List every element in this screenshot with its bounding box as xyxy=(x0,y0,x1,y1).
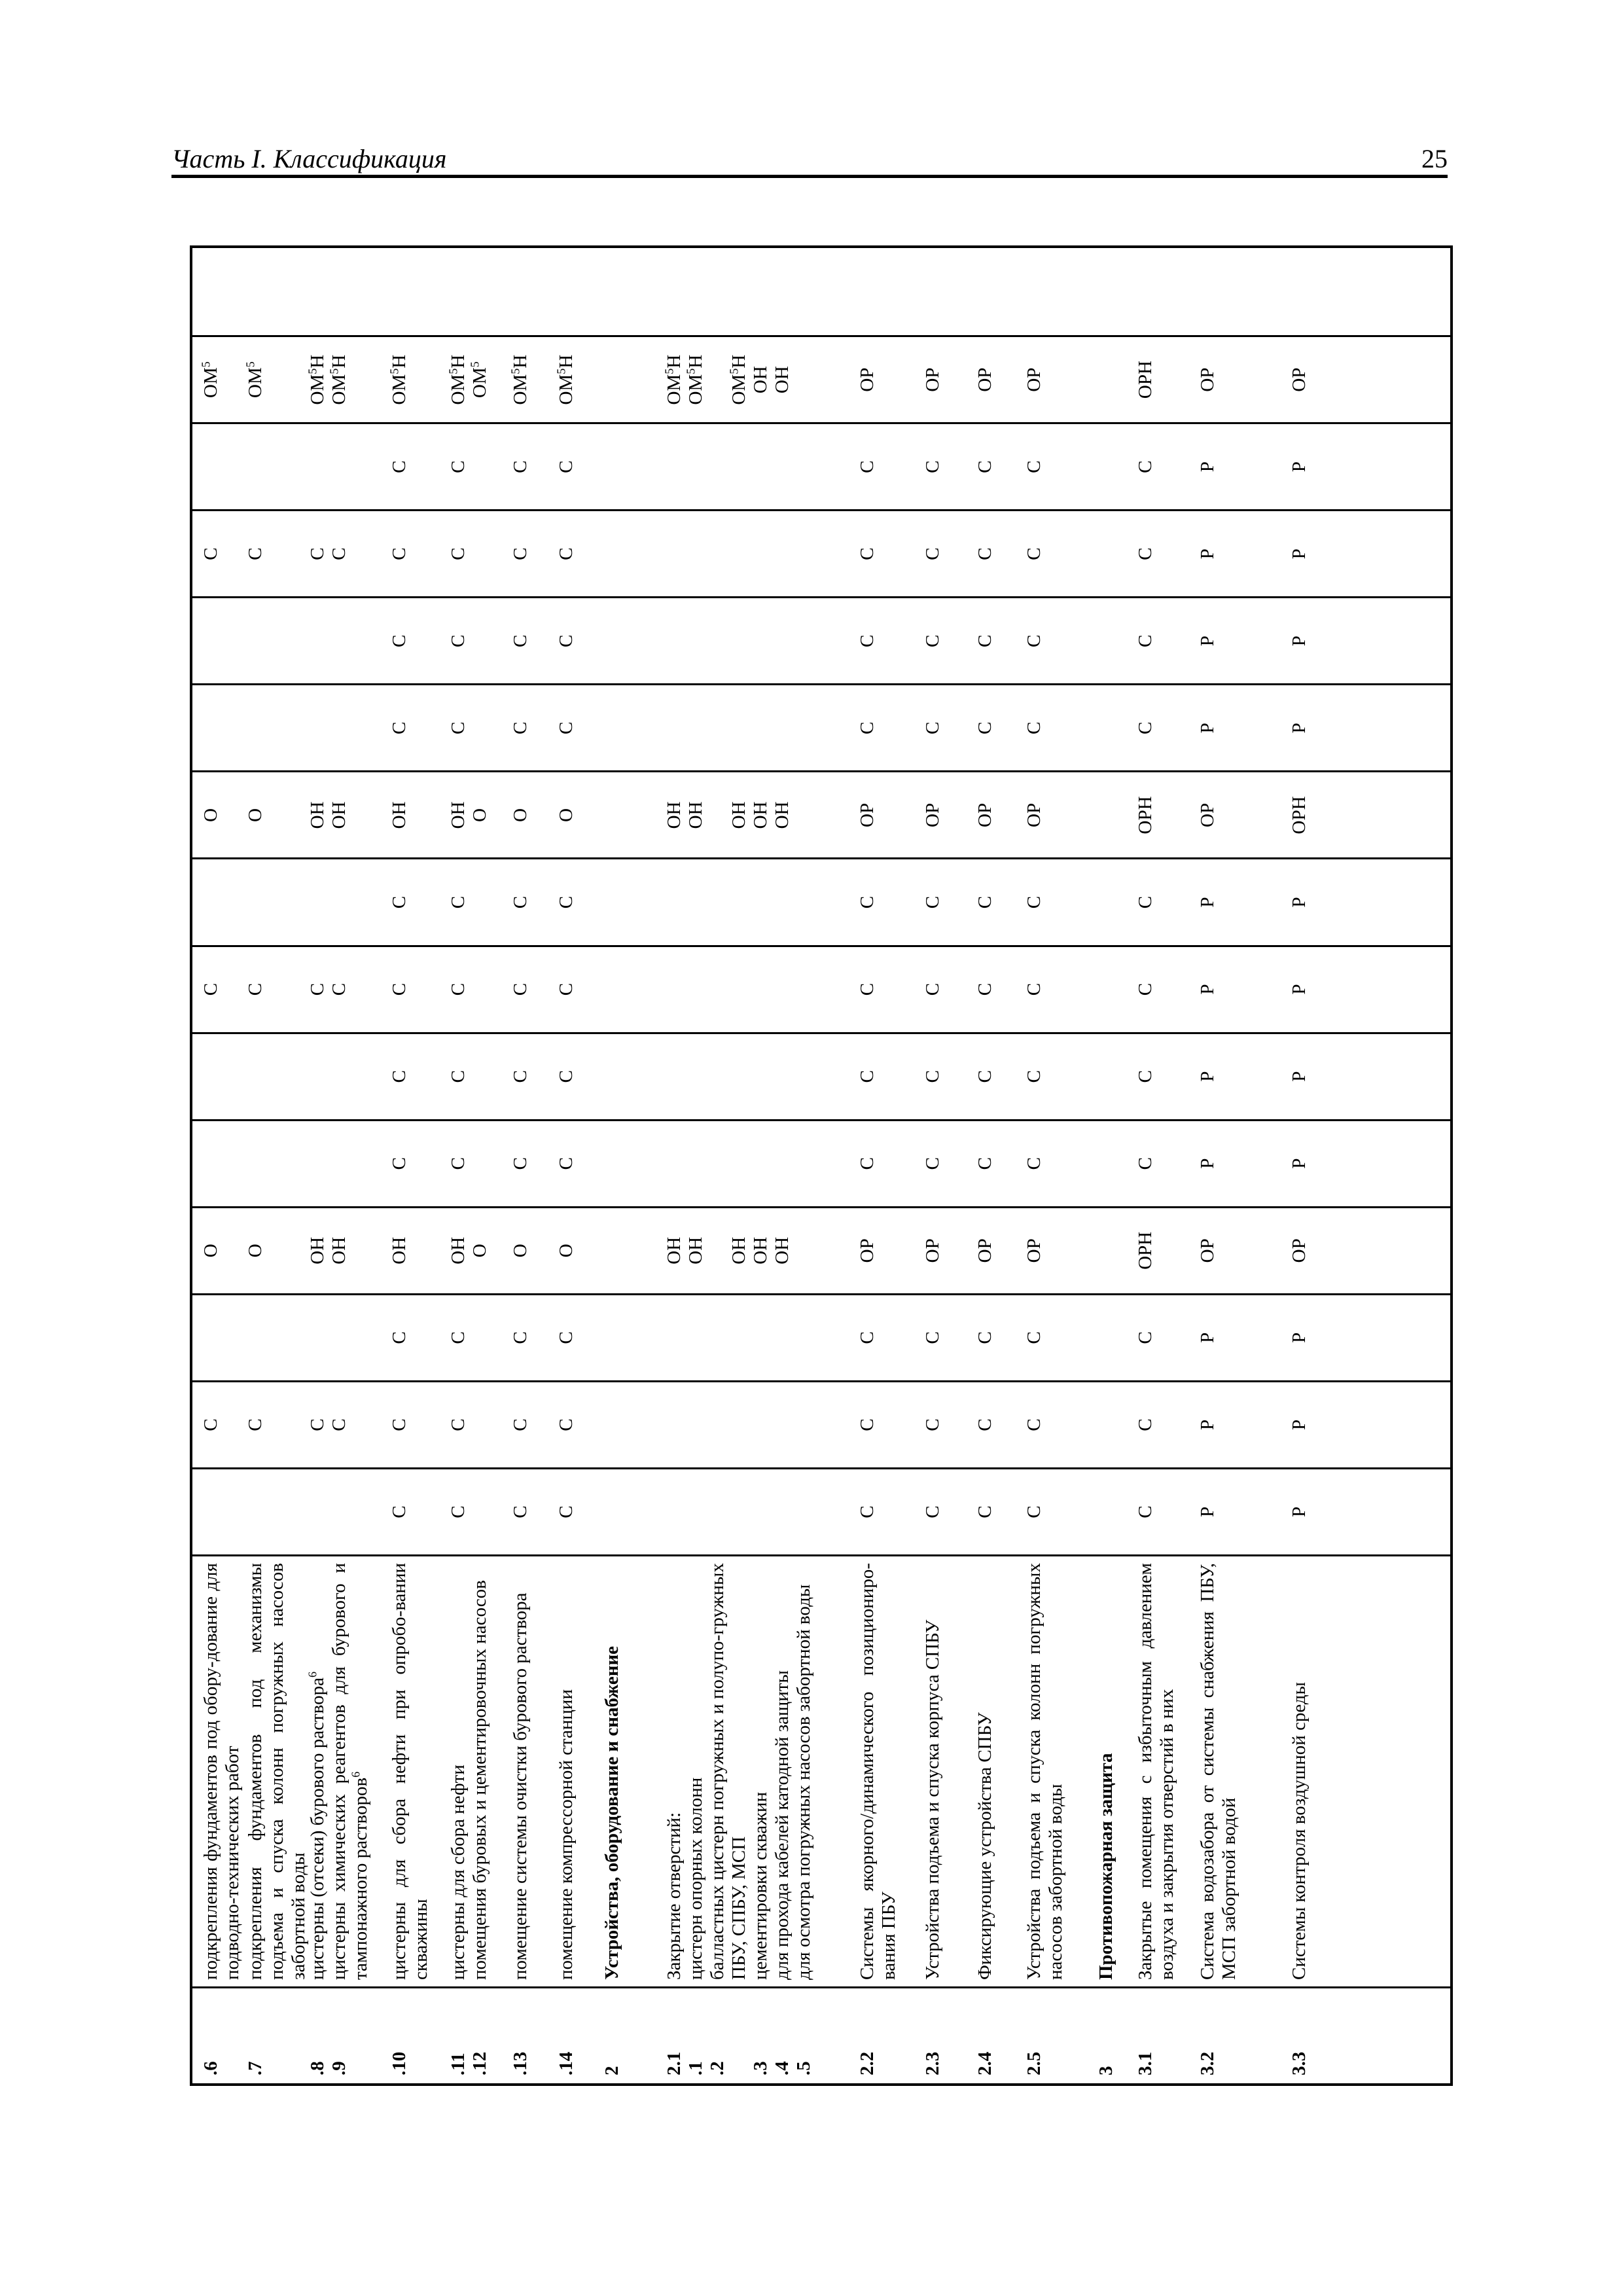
value-column xyxy=(192,857,1450,944)
value-cell: С xyxy=(448,460,469,473)
value-cell: С xyxy=(389,1418,410,1431)
item-description: Закрытые помещения с избыточным давлением воздуха и закрытия отверстий в них xyxy=(1135,1563,1177,1980)
value-cell: Р xyxy=(1197,1506,1218,1518)
value-cell: С xyxy=(857,634,878,647)
value-cell: С xyxy=(974,1069,995,1083)
item-description: помещение компрессорной станции xyxy=(556,1689,577,1980)
item-number: .10 xyxy=(389,2051,410,2075)
value-cell: С xyxy=(1135,460,1156,473)
value-cell: ОР xyxy=(974,802,995,827)
value-cell: $ОМ^5Н$ xyxy=(387,354,410,405)
value-cell: ОН ОН xyxy=(307,1236,349,1265)
value-cell: С xyxy=(1135,1157,1156,1170)
value-cell: ОН О xyxy=(448,1236,490,1265)
value-cell: С xyxy=(510,1418,531,1431)
value-cell: С xyxy=(510,460,531,473)
value-cell: С xyxy=(857,982,878,996)
value-cell: С xyxy=(1135,721,1156,735)
item-number: .14 xyxy=(556,2051,577,2075)
item-description: Устройства, оборудование и снабжение xyxy=(601,1645,622,1980)
value-cell: С xyxy=(448,1331,469,1344)
value-cell: С xyxy=(448,721,469,735)
value-column xyxy=(192,1119,1450,1206)
value-cell: ОР xyxy=(1024,367,1044,392)
item-number: .11 .12 xyxy=(448,2051,490,2075)
value-cell: С xyxy=(974,1505,995,1518)
value-cell: Р xyxy=(1289,897,1310,908)
value-cell: Р xyxy=(1197,984,1218,995)
value-column xyxy=(192,335,1450,422)
value-cell: О xyxy=(245,1244,266,1258)
value-cell: С xyxy=(1024,895,1044,909)
value-cell: Р xyxy=(1289,1071,1310,1082)
value-cell: С xyxy=(245,1418,266,1431)
item-number: 2.1 .1 .2 .3 .4 .5 xyxy=(664,2051,814,2075)
value-cell: С xyxy=(857,547,878,560)
value-cell: С xyxy=(922,721,943,735)
item-number: 2.3 xyxy=(922,2051,943,2075)
value-cell: ОН xyxy=(389,801,410,829)
value-cell: С xyxy=(556,1331,577,1344)
item-description: цистерны для сбора нефти при опробо-вании скважины xyxy=(389,1563,431,1980)
value-cell: С xyxy=(922,1331,943,1344)
value-cell: С xyxy=(922,634,943,647)
value-cell: С xyxy=(389,634,410,647)
value-column xyxy=(192,1380,1450,1467)
value-cell: С xyxy=(974,460,995,473)
value-cell: ОР xyxy=(974,367,995,392)
value-cell: С xyxy=(448,1157,469,1170)
value-cell: С xyxy=(974,895,995,909)
value-cell: ОРН xyxy=(1135,1231,1156,1270)
value-cell: $ОМ^5Н$ xyxy=(554,354,577,405)
value-cell: С xyxy=(245,982,266,996)
value-cell: С xyxy=(922,1505,943,1518)
value-cell: С xyxy=(510,895,531,909)
value-cell: ОРН xyxy=(1135,796,1156,834)
value-cell: С xyxy=(510,1331,531,1344)
value-cell: Р xyxy=(1289,723,1310,734)
value-cell: С xyxy=(389,1069,410,1083)
value-column xyxy=(192,945,1450,1032)
value-cell: С xyxy=(974,1157,995,1170)
value-cell: С xyxy=(389,1331,410,1344)
item-description: Противопожарная защита xyxy=(1096,1753,1116,1980)
value-cell: С xyxy=(1135,634,1156,647)
value-cell: С xyxy=(556,721,577,735)
item-description: подкрепления фундаментов под механизмы подъема и спуска колонн погружных насосов забортной воды xyxy=(245,1563,309,1980)
value-cell: О xyxy=(510,808,531,822)
value-cell: С xyxy=(448,895,469,909)
value-cell: С С xyxy=(307,982,349,996)
value-cell: С xyxy=(974,547,995,560)
value-cell: $ОМ^5$ xyxy=(199,361,221,398)
value-cell: С xyxy=(857,460,878,473)
value-column xyxy=(192,683,1450,770)
value-column xyxy=(192,1206,1450,1293)
item-number: 3.3 xyxy=(1289,2051,1310,2075)
value-column xyxy=(192,509,1450,596)
value-cell: О xyxy=(245,808,266,822)
value-cell: ОР xyxy=(1024,802,1044,827)
item-description: Система водозабора от системы снабжения ПБУ, МСП забортной водой xyxy=(1197,1563,1240,1980)
value-cell: С xyxy=(448,1418,469,1431)
value-cell: С xyxy=(922,982,943,996)
header-rule xyxy=(171,175,1448,178)
value-cell: С xyxy=(974,634,995,647)
value-column xyxy=(192,248,1450,335)
value-cell: С xyxy=(1024,1418,1044,1431)
value-cell: О xyxy=(556,1244,577,1258)
value-cell: ОРН xyxy=(1135,361,1156,399)
item-description: цистерны для сбора нефти помещения буровых и цементировочных насосов xyxy=(448,1580,490,1980)
value-cell: С xyxy=(1024,721,1044,735)
value-cell: $ОМ^5Н$ $ОМ^5Н$ xyxy=(306,354,349,405)
value-cell: С xyxy=(922,1069,943,1083)
value-cell: О xyxy=(510,1244,531,1258)
value-cell: С xyxy=(556,1418,577,1431)
value-cell: Р xyxy=(1197,1419,1218,1430)
value-cell: С xyxy=(510,1157,531,1170)
value-cell: ОР xyxy=(974,1238,995,1263)
value-cell: $ОМ^5Н$ $ОМ^5$ xyxy=(446,354,490,405)
item-number: 2 xyxy=(601,2066,622,2075)
value-cell: Р xyxy=(1289,1158,1310,1169)
value-cell: С xyxy=(389,547,410,560)
value-cell: С xyxy=(1024,1331,1044,1344)
value-cell: С xyxy=(389,895,410,909)
value-cell: С xyxy=(1135,1505,1156,1518)
value-cell: С xyxy=(556,460,577,473)
value-cell: С xyxy=(857,1418,878,1431)
value-cell: С xyxy=(448,1069,469,1083)
value-cell: С xyxy=(922,895,943,909)
value-cell: ОР xyxy=(922,367,943,392)
value-cell: С xyxy=(1135,1331,1156,1344)
value-column xyxy=(192,1032,1450,1119)
value-column xyxy=(192,1467,1450,1554)
value-cell: ОР xyxy=(1197,367,1218,392)
value-cell: Р xyxy=(1289,984,1310,995)
classification-table xyxy=(190,245,1453,2086)
value-cell: ОН ОН ОН ОН ОН xyxy=(664,801,793,829)
value-cell: С xyxy=(1024,460,1044,473)
item-number: 3.1 xyxy=(1135,2051,1156,2075)
value-cell: Р xyxy=(1289,1419,1310,1430)
rotated-table-body xyxy=(192,248,1450,2083)
value-cell: ОН ОН ОН ОН ОН xyxy=(664,1236,793,1265)
value-cell: Р xyxy=(1197,461,1218,473)
value-cell: Р xyxy=(1289,1332,1310,1343)
value-cell: Р xyxy=(1197,1332,1218,1343)
item-description: Устройства подъема и спуска колонн погружных насосов забортной воды xyxy=(1024,1563,1066,1980)
value-cell: ОР xyxy=(922,802,943,827)
value-cell: С xyxy=(857,721,878,735)
value-cell: Р xyxy=(1289,548,1310,560)
value-cell: Р xyxy=(1197,636,1218,647)
value-cell: Р xyxy=(1289,636,1310,647)
value-cell: С xyxy=(556,1157,577,1170)
value-cell: ОН xyxy=(389,1236,410,1265)
item-description: цистерны (отсеки) бурового раствора$^6$ цистерны химических реагентов для бурового и тампонажного растворов$^6$ xyxy=(306,1563,371,1980)
value-cell: С xyxy=(1024,1069,1044,1083)
item-description: Закрытие отверстий: цистерн опорных колонн балластных цистерн погружных и полупо-гружных ПБУ, СПБУ, МСП цементировки скважин для прохода кабелей катодной защиты для осмотра погружных насосов забортной воды xyxy=(664,1563,814,1980)
value-cell: С xyxy=(857,1505,878,1518)
value-cell: С xyxy=(1024,1505,1044,1518)
value-cell: С xyxy=(1024,547,1044,560)
value-cell: С xyxy=(922,460,943,473)
value-cell: Р xyxy=(1197,548,1218,560)
value-cell: С xyxy=(556,547,577,560)
value-cell: С xyxy=(448,634,469,647)
value-cell: С xyxy=(857,1157,878,1170)
value-cell: С xyxy=(1135,1069,1156,1083)
item-number: .6 xyxy=(200,2061,221,2075)
item-description: подкрепления фундаментов под обору-дование для подводно-технических работ xyxy=(200,1563,243,1980)
value-column xyxy=(192,770,1450,857)
value-cell: С xyxy=(510,1069,531,1083)
item-number: .13 xyxy=(510,2051,531,2075)
item-number: .8 .9 xyxy=(307,2061,349,2075)
value-cell: С xyxy=(1135,1418,1156,1431)
value-cell: С xyxy=(510,1505,531,1518)
value-cell: С xyxy=(510,634,531,647)
value-cell: $ОМ^5$ xyxy=(243,361,266,398)
value-cell: С xyxy=(922,547,943,560)
value-cell: С xyxy=(245,547,266,560)
value-cell: С xyxy=(1024,982,1044,996)
value-cell: С xyxy=(1135,547,1156,560)
value-cell: С С xyxy=(307,547,349,560)
value-cell: С xyxy=(974,1331,995,1344)
value-column xyxy=(192,596,1450,683)
value-cell: С xyxy=(448,1505,469,1518)
item-description: Фиксирующие устройства СПБУ xyxy=(974,1712,995,1980)
value-cell: С xyxy=(857,1331,878,1344)
value-cell: С xyxy=(922,1157,943,1170)
value-cell: ОР xyxy=(922,1238,943,1263)
item-number: 3.2 xyxy=(1197,2051,1218,2075)
value-cell: ОР xyxy=(1197,1238,1218,1263)
value-cell: С xyxy=(974,1418,995,1431)
item-number: 3 xyxy=(1096,2066,1116,2075)
value-cell: Р xyxy=(1197,1158,1218,1169)
value-cell: С xyxy=(922,1418,943,1431)
item-description: помещение системы очистки бурового раствора xyxy=(510,1592,531,1980)
value-cell: С xyxy=(974,721,995,735)
value-cell: С xyxy=(389,1157,410,1170)
value-cell: Р xyxy=(1197,1071,1218,1082)
value-cell: ОР xyxy=(857,802,878,827)
value-column xyxy=(192,1293,1450,1380)
value-cell: С xyxy=(448,547,469,560)
value-cell: Р xyxy=(1289,461,1310,473)
value-column xyxy=(192,422,1450,509)
value-cell: С xyxy=(1024,634,1044,647)
description-column xyxy=(192,1554,1450,1986)
value-cell: С xyxy=(389,721,410,735)
value-cell: Р xyxy=(1289,1506,1310,1518)
value-cell: С xyxy=(200,1418,221,1431)
value-cell: С xyxy=(389,982,410,996)
value-cell: ОР xyxy=(857,1238,878,1263)
value-cell: С xyxy=(1135,982,1156,996)
value-cell: С xyxy=(857,895,878,909)
item-number: 2.4 xyxy=(974,2051,995,2075)
value-cell: Р xyxy=(1197,897,1218,908)
value-cell: С xyxy=(389,460,410,473)
value-cell: $ОМ^5Н$ $ОМ^5Н$ $ОМ^5Н$ ОН ОН xyxy=(662,354,793,405)
value-cell: С С xyxy=(307,1418,349,1431)
value-cell: С xyxy=(200,982,221,996)
value-cell: С xyxy=(510,721,531,735)
item-description: Системы якорного/динамического позициониро-вания ПБУ xyxy=(857,1563,899,1980)
item-description: Устройства подъема и спуска корпуса СПБУ xyxy=(922,1619,943,1980)
value-cell: О xyxy=(200,808,221,822)
value-cell: С xyxy=(200,547,221,560)
value-cell: С xyxy=(510,547,531,560)
value-cell: ОР xyxy=(1197,802,1218,827)
value-cell: ОР xyxy=(1024,1238,1044,1263)
item-number: .7 xyxy=(245,2061,266,2075)
value-cell: С xyxy=(556,895,577,909)
value-cell: Р xyxy=(1197,723,1218,734)
value-cell: С xyxy=(556,982,577,996)
value-cell: С xyxy=(448,982,469,996)
value-cell: ОН О xyxy=(448,801,490,829)
running-head xyxy=(171,139,1448,178)
page-number: 25 xyxy=(1421,144,1448,173)
value-cell: С xyxy=(556,1069,577,1083)
value-cell: С xyxy=(556,634,577,647)
value-cell: ОР xyxy=(1289,367,1310,392)
item-description: Системы контроля воздушной среды xyxy=(1289,1681,1310,1980)
value-cell: ОН ОН xyxy=(307,801,349,829)
value-cell: С xyxy=(1024,1157,1044,1170)
value-cell: О xyxy=(556,808,577,822)
value-cell: $ОМ^5Н$ xyxy=(508,354,531,405)
value-cell: О xyxy=(200,1244,221,1258)
value-cell: С xyxy=(510,982,531,996)
item-number-column xyxy=(192,1986,1450,2083)
item-number: 2.5 xyxy=(1024,2051,1044,2075)
running-title: Часть I. Классификация xyxy=(171,144,447,173)
value-cell: ОРН xyxy=(1289,796,1310,834)
item-number: 2.2 xyxy=(857,2051,878,2075)
value-cell: ОР xyxy=(1289,1238,1310,1263)
value-cell: С xyxy=(389,1505,410,1518)
value-cell: С xyxy=(974,982,995,996)
value-cell: С xyxy=(857,1069,878,1083)
value-cell: С xyxy=(556,1505,577,1518)
value-cell: ОР xyxy=(857,367,878,392)
value-cell: С xyxy=(1135,895,1156,909)
